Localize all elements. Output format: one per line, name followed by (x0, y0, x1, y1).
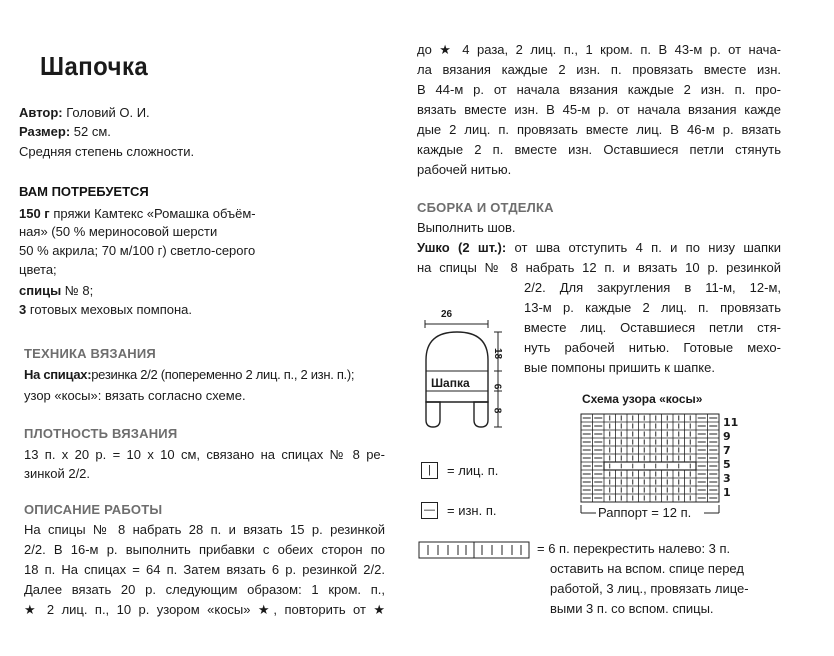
assembly-wrap-line-1: 2/2. Для закругления в 11-м, 12-м, (524, 280, 781, 295)
description-line-4: Далее вязать 20 р. следующим образом: 1 кром. п., (24, 582, 385, 597)
pompons-line (19, 302, 192, 318)
row-number-7: 7 (723, 444, 731, 457)
needles-label: спицы (19, 283, 62, 298)
density-line-2: зинкой 2/2. (24, 466, 91, 481)
row-number-11: 11 (723, 416, 739, 429)
yarn-line-4: цвета; (19, 262, 57, 277)
yarn-line-3: 50 % акрила; 70 м/100 г) светло-серого (19, 243, 256, 258)
assembly-wrap-line-2: 13-м р. каждые 2 лиц. п. провязать (524, 300, 781, 315)
description-line-1: На спицы № 8 набрать 28 п. и вязать 15 р. резинкой (24, 522, 385, 537)
purl-legend-text: = изн. п. (447, 503, 497, 518)
needles-line (19, 283, 93, 299)
density-heading: ПЛОТНОСТЬ ВЯЗАНИЯ (24, 426, 178, 441)
cable-cross-symbol (418, 539, 532, 561)
pompons-text: готовых меховых помпона. (29, 302, 192, 317)
assembly-line-1: Выполнить шов. (417, 220, 516, 235)
cable-chart (580, 412, 720, 504)
cable-legend-line-4: выми 3 п. со вспом. спицы. (550, 601, 714, 616)
needles-value: № 8; (64, 283, 94, 298)
cable-cross-cell (604, 462, 696, 470)
ear-line-2: на спицы № 8 набрать 12 п. и вязать 10 р. резинкой (417, 260, 781, 275)
size-label: Размер: (19, 124, 71, 139)
hat-width-label: 26 (441, 309, 453, 320)
rapport-label: Раппорт = 12 п. (598, 505, 692, 520)
cable-legend-line-3: работой, 3 лиц., провязать лице- (550, 581, 749, 596)
assembly-heading: СБОРКА И ОТДЕЛКА (417, 200, 554, 215)
hat-label: Шапка (431, 376, 470, 390)
hat-dim-6: 6 (491, 383, 503, 390)
technique-heading: ТЕХНИКА ВЯЗАНИЯ (24, 346, 156, 361)
description-line-3: 18 п. На спицах = 64 п. Затем вязать 6 р. резинкой 2/2. (24, 562, 385, 577)
purl-symbol: — (421, 502, 438, 519)
ear-label: Ушко (2 шт.): (417, 240, 507, 255)
continuation-line-2: ла вязания каждые 2 изн. п. провязать вместе изн. (417, 62, 781, 77)
ear-line-1 (417, 240, 781, 256)
hat-diagram (418, 305, 514, 435)
continuation-line-4: вязать вместе изн. В 45-м р. от начала вязания кажде (417, 102, 781, 117)
hat-dim-8: 8 (491, 407, 503, 414)
description-line-5: ★ 2 лиц. п., 10 р. узором «косы» ★, повторить от ★ (24, 602, 385, 617)
hat-dim-18: 18 (492, 347, 504, 360)
description-heading: ОПИСАНИЕ РАБОТЫ (24, 502, 163, 517)
technique-line-1 (24, 367, 354, 383)
continuation-line-1: до ★ 4 раза, 2 лиц. п., 1 кром. п. В 43-м р. от нача- (417, 42, 781, 57)
description-line-2: 2/2. В 16-м р. выполнить прибавки с обеих сторон по (24, 542, 385, 557)
continuation-line-7: рабочей нитью. (417, 162, 512, 177)
technique-label: На спицах: (24, 367, 92, 382)
page-title: Шапочка (40, 51, 149, 81)
difficulty: Средняя степень сложности. (19, 144, 195, 159)
knit-symbol: | (421, 462, 438, 479)
chart-title: Схема узора «косы» (582, 392, 703, 406)
cable-legend-line-1: = 6 п. перекрестить налево: 3 п. (537, 541, 731, 556)
materials-heading: ВАМ ПОТРЕБУЕТСЯ (19, 184, 149, 199)
size-value: 52 см. (73, 124, 111, 139)
density-line-1: 13 п. х 20 р. = 10 х 10 см, связано на спицах № 8 ре- (24, 447, 385, 462)
ear-line-1-text: от шва отступить 4 п. и по низу шапки (514, 240, 781, 255)
continuation-line-6: каждые 2 п. вместе изн. Оставшиеся петли стянуть (417, 142, 781, 157)
assembly-wrap-line-4: нуть рабочей нитью. Готовые мехо- (524, 340, 781, 355)
knit-legend-text: = лиц. п. (447, 463, 499, 478)
cable-legend-line-2: оставить на вспом. спице перед (550, 561, 744, 576)
continuation-line-3: В 44-м р. от начала вязания каждые 2 изн. п. про- (417, 82, 781, 97)
row-number-1: 1 (723, 486, 731, 499)
materials-line-1 (19, 206, 256, 222)
technique-line-2: узор «косы»: вязать согласно схеме. (24, 388, 246, 403)
continuation-line-5: дые 2 лиц. п. провязать вместе лиц. В 46-м р. вязать (417, 122, 781, 137)
size-line (19, 124, 111, 140)
row-number-5: 5 (723, 458, 731, 471)
assembly-wrap-line-5: вые помпоны пришить к шапке. (524, 360, 715, 375)
yarn-line-1: пряжи Камтекс «Ромашка объём- (53, 206, 256, 221)
row-number-3: 3 (723, 472, 731, 485)
yarn-amount: 150 г (19, 206, 50, 221)
author-line (19, 105, 150, 121)
author-value: Головий О. И. (66, 105, 150, 120)
row-number-9: 9 (723, 430, 731, 443)
assembly-wrap-line-3: вместе лиц. Оставшиеся петли стя- (524, 320, 781, 335)
author-label: Автор: (19, 105, 63, 120)
technique-text-1: резинка 2/2 (попеременно 2 лиц. п., 2 изн. п.); (91, 367, 355, 382)
yarn-line-2: ная» (50 % мериносовой шерсти (19, 224, 218, 239)
pompons-count: 3 (19, 302, 27, 317)
